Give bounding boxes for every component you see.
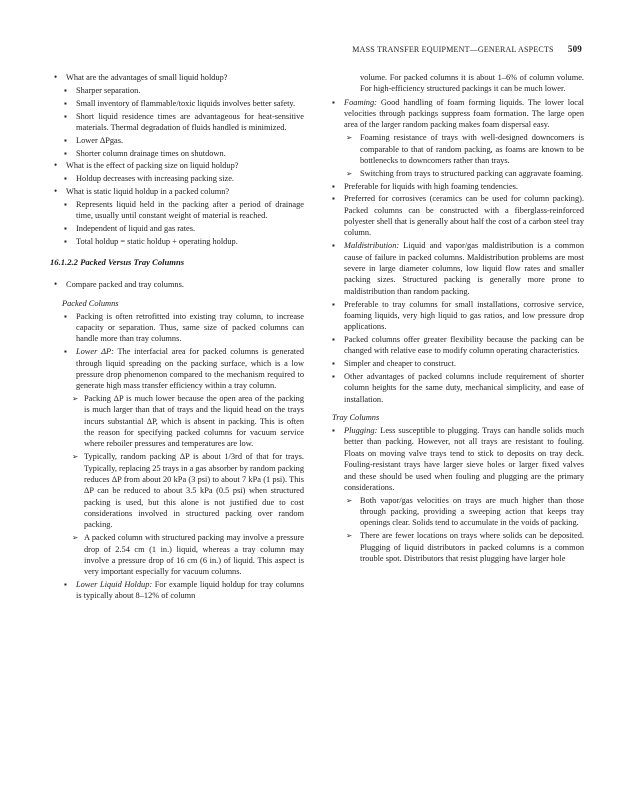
list-item: ▪ Short liquid residence times are advantageous for heat-sensitive materials. Thermal degradation of fluids handled is minimized. — [52, 111, 304, 134]
item-text: Liquid and vapor/gas maldistribution is a common cause of failure in packed columns. Maldistribution problems are most severe in large diameter columns, low liquid flow rates and smaller packing sizes. Structured packing is generally more prone to maldistribution than random packing. — [344, 241, 584, 296]
list-item-maldistribution — [332, 240, 584, 297]
right-column — [332, 72, 584, 566]
list-item-holdup — [52, 579, 304, 602]
item-text: The interfacial area for packed columns is generated through liquid spreading on the packing surface, which is a low pressure drop phenomenon compared to the mechanism required to generate high mass transfer efficiency within a tray column. — [76, 347, 304, 391]
list-item: ▪ Independent of liquid and gas rates. — [52, 223, 304, 234]
left-column — [52, 72, 304, 603]
sub-item: ➢ There are fewer locations on trays where solids can be deposited. Plugging of liquid distributors in packed columns is a common trouble spot. Distributors that resist plugging have larger hole — [332, 530, 584, 564]
list-item: ▪ Simpler and cheaper to construct. — [332, 358, 584, 369]
packed-columns-heading: Packed Columns — [62, 298, 119, 308]
list-item: ▪ Preferable for liquids with high foaming tendencies. — [332, 181, 584, 192]
list-item: ▪ Holdup decreases with increasing packing size. — [52, 173, 304, 184]
section-heading: 16.1.2.2 Packed Versus Tray Columns — [50, 257, 185, 268]
question-static-holdup: • What is static liquid holdup in a packed column? — [52, 186, 304, 197]
sub-item: ➢ Foaming resistance of trays with well-designed downcomers is comparable to that of random packing, as foams are known to be bottlenecks to downcomers rather than trays. — [332, 132, 584, 166]
list-item: ▪ Total holdup = static holdup + operating holdup. — [52, 236, 304, 247]
question-small-holdup: • What are the advantages of small liquid holdup? — [52, 72, 304, 83]
sub-item: ➢ Both vapor/gas velocities on trays are much higher than those through packing, providing a sweeping action that keeps tray openings clear. Solids tend to accumulate in the voids of packing. — [332, 495, 584, 529]
item-label: Lower Liquid Holdup: — [76, 580, 153, 590]
continued-text: volume. For packed columns it is about 1–6% of column volume. For high-efficiency structured packings it can be much lower. — [360, 73, 584, 94]
question-packing-size: • What is the effect of packing size on liquid holdup? — [52, 160, 304, 171]
item-text: Less susceptible to plugging. Trays can handle solids much better than packing. However, not all trays are resistant to fouling. Floats on moving valve trays tend to stick to deposits on tray deck. Fouling-resistant trays have larger sieve holes or larger fixed valves and these should be used when fouling and plugging are the primary considerations. — [344, 426, 584, 492]
list-item-foaming — [332, 97, 584, 131]
list-item: ▪ Small inventory of flammable/toxic liquids involves better safety. — [52, 98, 304, 109]
sub-item: ➢ Switching from trays to structured packing can aggravate foaming. — [332, 168, 584, 179]
list-item-plugging — [332, 425, 584, 493]
item-text: For example liquid holdup for tray columns is typically about 8–12% of column — [76, 580, 304, 601]
list-item: ▪ Sharper separation. — [52, 85, 304, 96]
sub-item: ➢ Typically, random packing ΔP is about 1/3rd of that for trays. Typically, replacing 25 trays in a gas absorber by random packing reduces ΔP from about 20 kPa (3 psi) to about 7 kPa (1 psi). This ΔP can be reduced to about 3.5 kPa (0.5 psi) when structured packing is used, but this alone is not justified due to cost considerations involved in structured packing over random packing. — [52, 451, 304, 530]
item-label: Lower ΔP: — [76, 347, 114, 357]
item-label: Foaming: — [344, 97, 377, 107]
list-item: ▪ Packing is often retrofitted into existing tray column, to increase capacity or separation. Thus, same size of packed columns can handle more than tray columns. — [52, 311, 304, 345]
question-compare: • Compare packed and tray columns. — [52, 279, 304, 290]
sub-item: ➢ A packed column with structured packing may involve a pressure drop of 2.54 cm (1 in.) liquid, whereas a tray column may involve a pressure drop of 16 cm (6 in.) of liquid. This aspect is very important especially for vacuum columns. — [52, 532, 304, 577]
tray-columns-heading: Tray Columns — [332, 413, 380, 423]
item-label: Maldistribution: — [344, 241, 400, 251]
list-item: ▪ Preferred for corrosives (ceramics can be used for column packing). Packed columns can be constructed with a fiberglass-reinforced polyester shell that is generally about half the cost of a carbon steel tray column. — [332, 193, 584, 238]
sub-item: ➢ Packing ΔP is much lower because the open area of the packing is much larger than that of trays and the liquid head on the trays incurs substantial ΔP, which is absent in packing. This is often the reason for specifying packed columns for vacuum service where reboiler pressures and temperatures are low. — [52, 393, 304, 450]
list-item: ▪ Other advantages of packed columns include requirement of shorter column heights for the same duty, mechanical simplicity, and ease of installation. — [332, 371, 584, 405]
list-item: ▪ Lower ΔPgas. — [52, 135, 304, 146]
list-item: ▪ Packed columns offer greater flexibility because the packing can be changed with relative ease to modify column operating characteristics. — [332, 334, 584, 357]
item-label: Plugging: — [344, 426, 378, 436]
running-title: MASS TRANSFER EQUIPMENT—GENERAL ASPECTS — [352, 45, 554, 54]
running-header — [0, 44, 582, 54]
page-number: 509 — [567, 44, 582, 54]
list-item: ▪ Preferable to tray columns for small installations, corrosive service, foaming liquids, very high liquid to gas ratios, and low pressure drop applications. — [332, 299, 584, 333]
list-item: ▪ Represents liquid held in the packing after a period of drainage time, usually until constant weight of material is reached. — [52, 199, 304, 222]
list-item-lower-dp — [52, 346, 304, 391]
list-item: ▪ Shorter column drainage times on shutdown. — [52, 148, 304, 159]
item-text: Good handling of foam forming liquids. The lower local velocities through packings suppress foam formation. The large open area of the larger random packing makes foam dispersal easy. — [344, 97, 584, 130]
